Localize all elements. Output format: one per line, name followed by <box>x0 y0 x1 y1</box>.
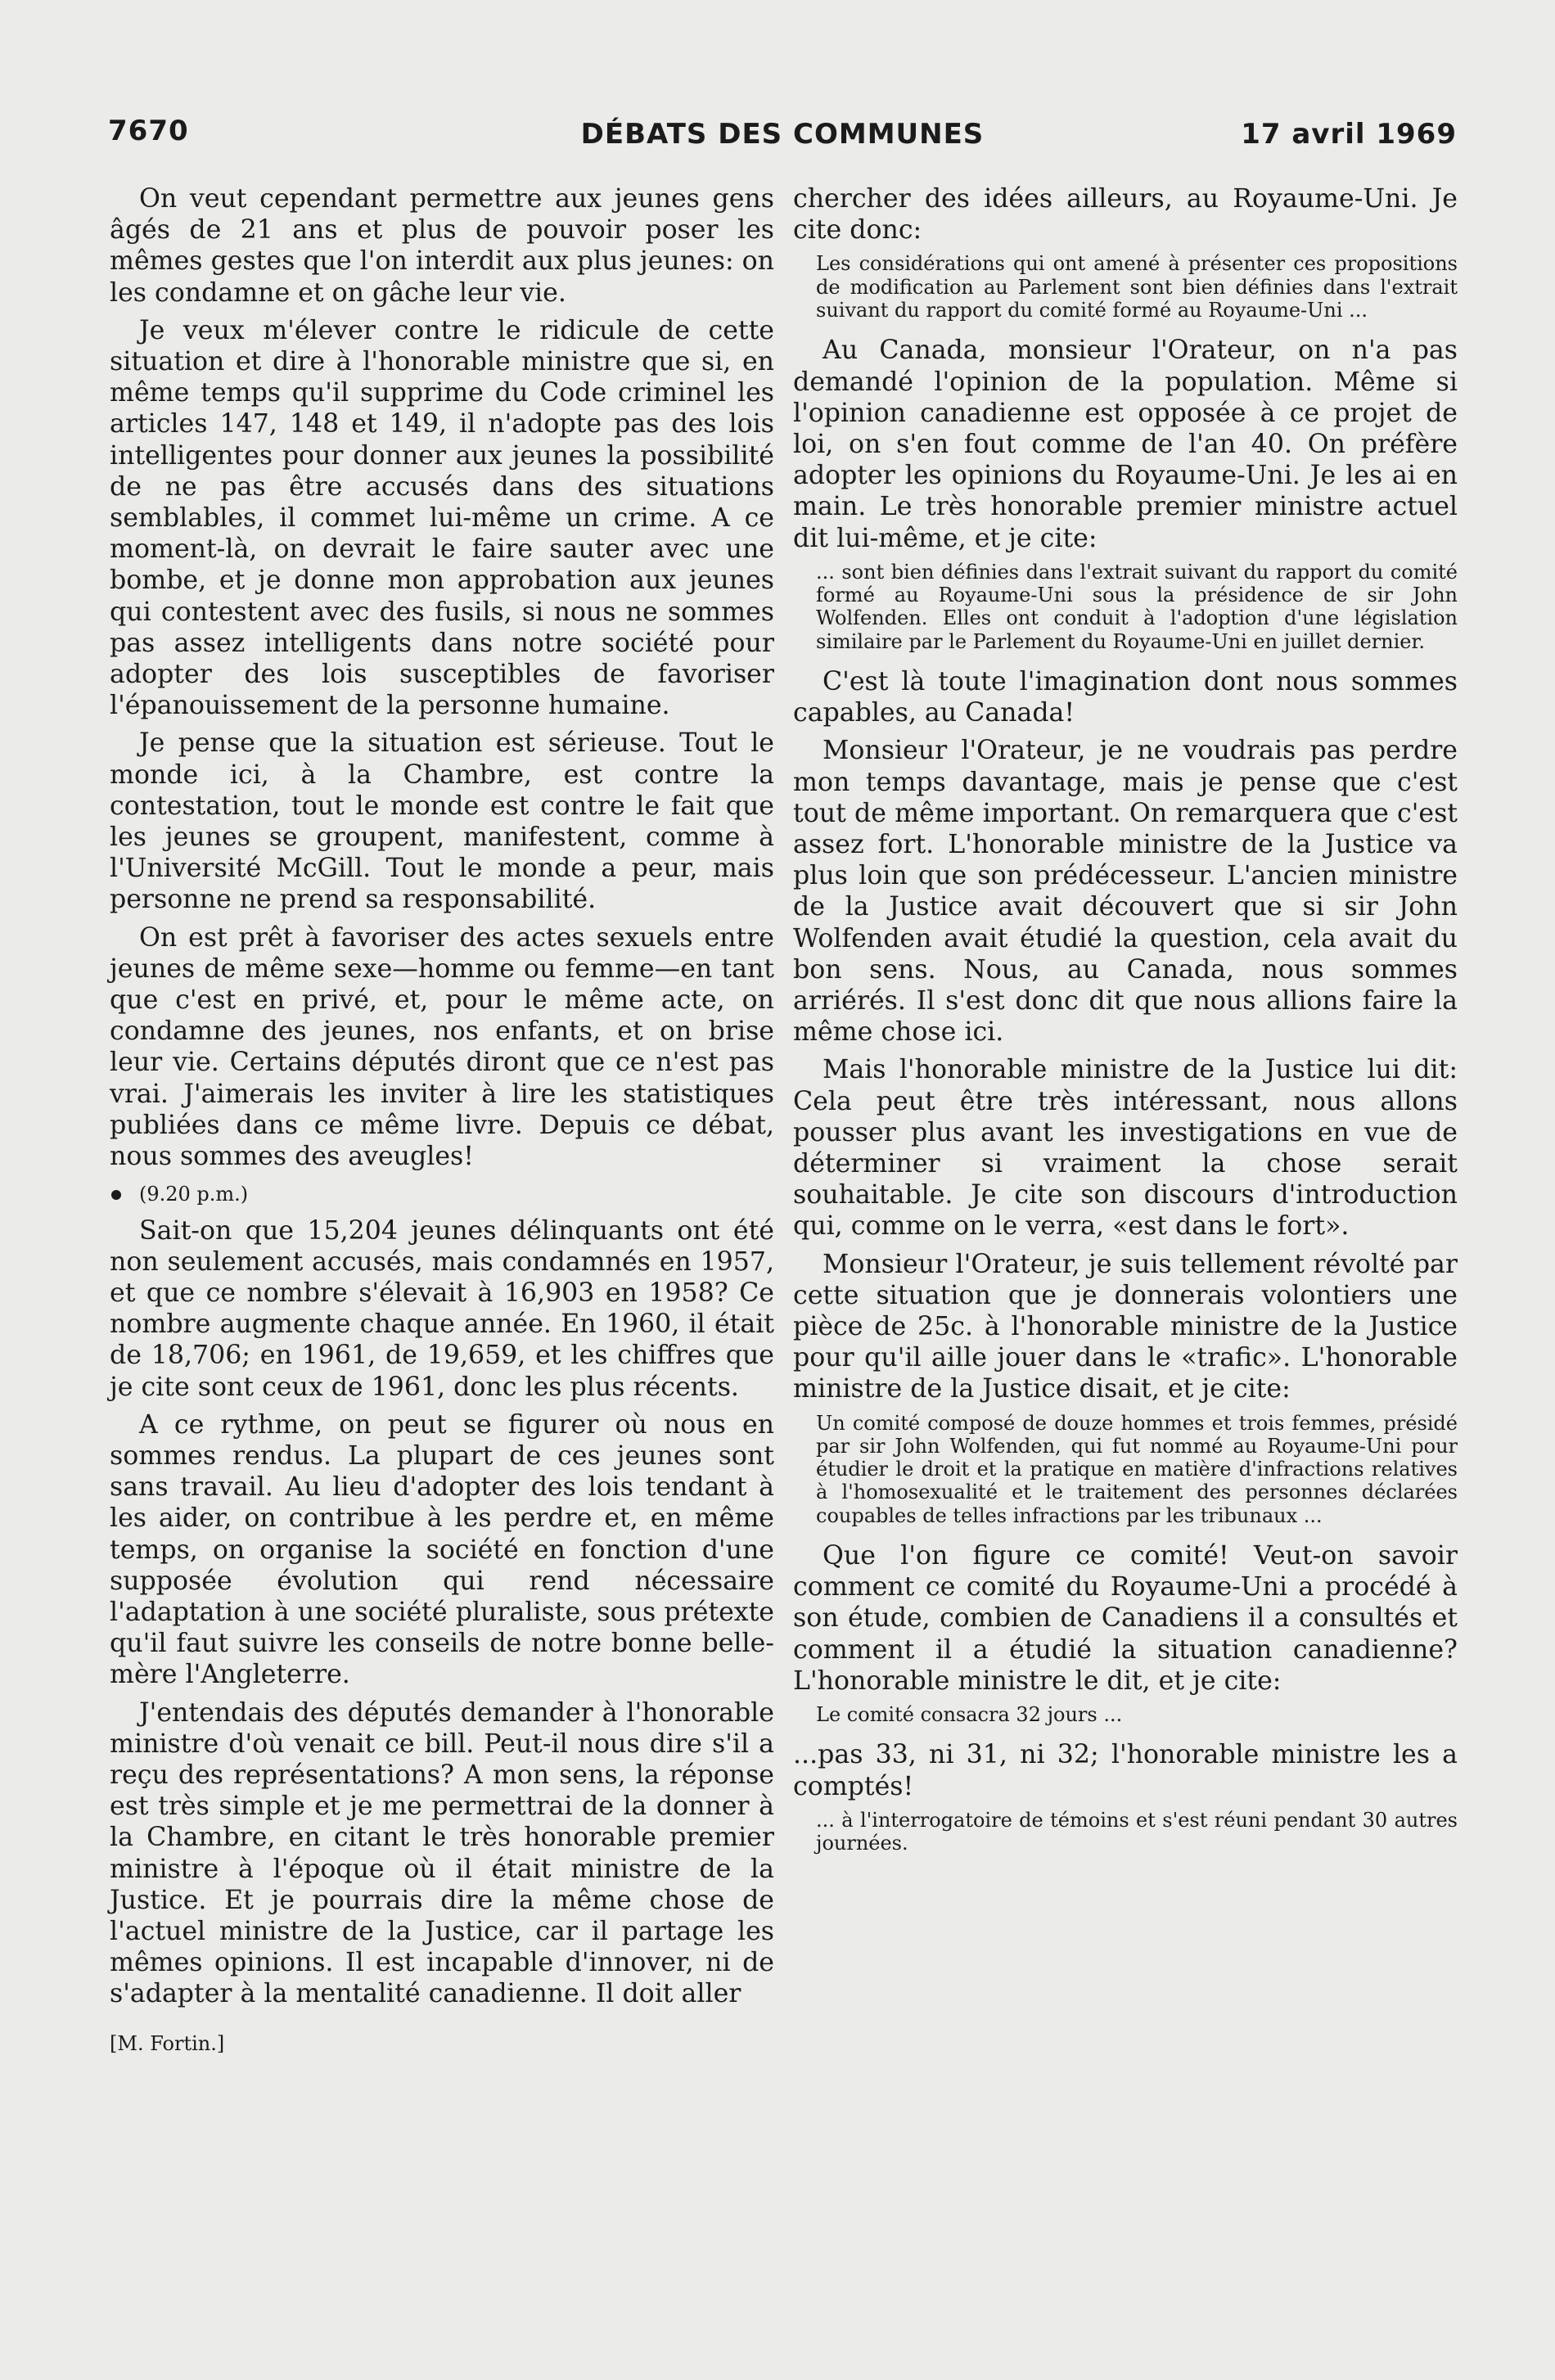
publication-title: DÉBATS DES COMMUNES <box>580 118 985 151</box>
time-stamp: (9.20 p.m.) <box>139 1183 249 1206</box>
paragraph: chercher des idées ailleurs, au Royaume-Uni. Je cite donc: <box>793 184 1458 246</box>
running-head <box>108 115 1457 156</box>
speaker-signature: [M. Fortin.] <box>110 2031 225 2055</box>
paragraph: A ce rythme, on peut se figurer où nous en sommes rendus. La plupart de ces jeunes sont sans travail. Au lieu d'adopter des lois tendant à les aider, on contribue à les perdre et, en même temps, on organise la société en fonction d'une supposée évolution qui rend nécessaire l'adaptation à une société pluraliste, sous prétexte qu'il faut suivre les conseils de notre bonne belle-mère l'Angleterre. <box>110 1409 774 1690</box>
bullet-icon <box>111 1190 121 1200</box>
quotation: Un comité composé de douze hommes et trois femmes, présidé par sir John Wolfenden, qui fut nommé au Royaume-Uni pour étudier le droit et la pratique en matière d'infractions relatives à l'homosexualité et le traitement des personnes déclarées coupables de telles infractions par les tribunaux ... <box>816 1411 1458 1527</box>
paragraph: ...pas 33, ni 31, ni 32; l'honorable ministre les a comptés! <box>793 1740 1458 1801</box>
time-marker <box>110 1179 774 1210</box>
paragraph: On veut cependant permettre aux jeunes gens âgés de 21 ans et plus de pouvoir poser les mêmes gestes que l'on interdit aux plus jeunes: on les condamne et on gâche leur vie. <box>110 184 775 308</box>
paragraph: C'est là toute l'imagination dont nous sommes capables, au Canada! <box>793 666 1458 728</box>
quotation: Le comité consacra 32 jours ... <box>816 1703 1123 1727</box>
paragraph: J'entendais des députés demander à l'honorable ministre d'où venait ce bill. Peut-il nous dire s'il a reçu des représentations? A mon sens, la réponse est très simple et je me permettrai de la donner à la Chambre, en citant le très honorable premier ministre à l'époque où il était ministre de la Justice. Et je pourrais dire la même chose de l'actuel ministre de la Justice, car il partage les mêmes opinions. Il est incapable d'innover, ni de s'adapter à la mentalité canadienne. Il doit aller <box>110 1697 774 2009</box>
paragraph: Monsieur l'Orateur, je ne voudrais pas perdre mon temps davantage, mais je pense que c'est tout de même important. On remarquera que c'est assez fort. L'honorable ministre de la Justice va plus loin que son prédécesseur. L'ancien ministre de la Justice avait découvert que si sir John Wolfenden avait étudié la question, cela avait du bon sens. Nous, au Canada, nous sommes arriérés. Il s'est donc dit que nous allions faire la même chose ici. <box>793 736 1458 1048</box>
quotation: ... à l'interrogatoire de témoins et s'est réuni pendant 30 autres journées. <box>816 1808 1458 1855</box>
paragraph: Je veux m'élever contre le ridicule de cette situation et dire à l'honorable ministre que si, en même temps qu'il supprime du Code criminel les articles 147, 148 et 149, il n'adopte pas des lois intelligentes pour donner aux jeunes la possibilité de ne pas être accusés dans des situations semblables, il commet lui-même un crime. A ce moment-là, on devrait le faire sauter avec une bombe, et je donne mon approbation aux jeunes qui contestent avec des fusils, si nous ne sommes pas assez intelligents dans notre société pour adopter des lois susceptibles de favoriser l'épanouissement de la personne humaine. <box>110 315 774 721</box>
paragraph: Au Canada, monsieur l'Orateur, on n'a pas demandé l'opinion de la population. Même si l'opinion canadienne est opposée à ce projet de loi, on s'en fout comme de l'an 40. On préfère adopter les opinions du Royaume-Uni. Je les ai en main. Le très honorable premier ministre actuel dit lui-même, et je cite: <box>793 336 1458 553</box>
quotation: Les considérations qui ont amené à présenter ces propositions de modification au Parlement sont bien définies dans l'extrait suivant du rapport du comité formé au Royaume-Uni ... <box>816 252 1458 322</box>
paragraph: Mais l'honorable ministre de la Justice lui dit: Cela peut être très intéressant, nous allons pousser plus avant les investigations en vue de déterminer si vraiment la chose serait souhaitable. Je cite son discours d'introduction qui, comme on le verra, «est dans le fort». <box>793 1055 1458 1242</box>
quotation: ... sont bien définies dans l'extrait suivant du rapport du comité formé au Royaume-Uni sous la présidence de sir John Wolfenden. Elles ont conduit à l'adoption d'une législation similaire par le Parlement du Royaume-Uni en juillet dernier. <box>816 560 1458 653</box>
left-column <box>110 183 774 2059</box>
issue-date: 17 avril 1969 <box>1241 118 1457 151</box>
right-column <box>793 183 1458 1868</box>
paragraph: Je pense que la situation est sérieuse. Tout le monde ici, à la Chambre, est contre la contestation, tout le monde est contre le fait que les jeunes se groupent, manifestent, comme à l'Université McGill. Tout le monde a peur, mais personne ne prend sa responsabilité. <box>110 728 774 915</box>
paragraph: Monsieur l'Orateur, je suis tellement révolté par cette situation que je donnerais volontiers une pièce de 25c. à l'honorable ministre de la Justice pour qu'il aille jouer dans le «trafic». L'honorable ministre de la Justice disait, et je cite: <box>793 1249 1458 1404</box>
paragraph: On est prêt à favoriser des actes sexuels entre jeunes de même sexe—homme ou femme—en tant que c'est en privé, et, pour le même acte, on condamne des jeunes, nos enfants, et on brise leur vie. Certains députés diront que ce n'est pas vrai. J'aimerais les inviter à lire les statistiques publiées dans ce même livre. Depuis ce débat, nous sommes des aveugles! <box>110 922 774 1172</box>
paragraph: Que l'on figure ce comité! Veut-on savoir comment ce comité du Royaume-Uni a procédé à son étude, combien de Canadiens il a consultés et comment il a étudié la situation canadienne? L'honorable ministre le dit, et je cite: <box>793 1541 1458 1696</box>
paragraph: Sait-on que 15,204 jeunes délinquants ont été non seulement accusés, mais condamnés en 1957, et que ce nombre s'élevait à 16,903 en 1958? Ce nombre augmente chaque année. En 1960, il était de 18,706; en 1961, de 19,659, et les chiffres que je cite sont ceux de 1961, donc les plus récents. <box>110 1215 774 1402</box>
page-number: 7670 <box>108 115 189 147</box>
